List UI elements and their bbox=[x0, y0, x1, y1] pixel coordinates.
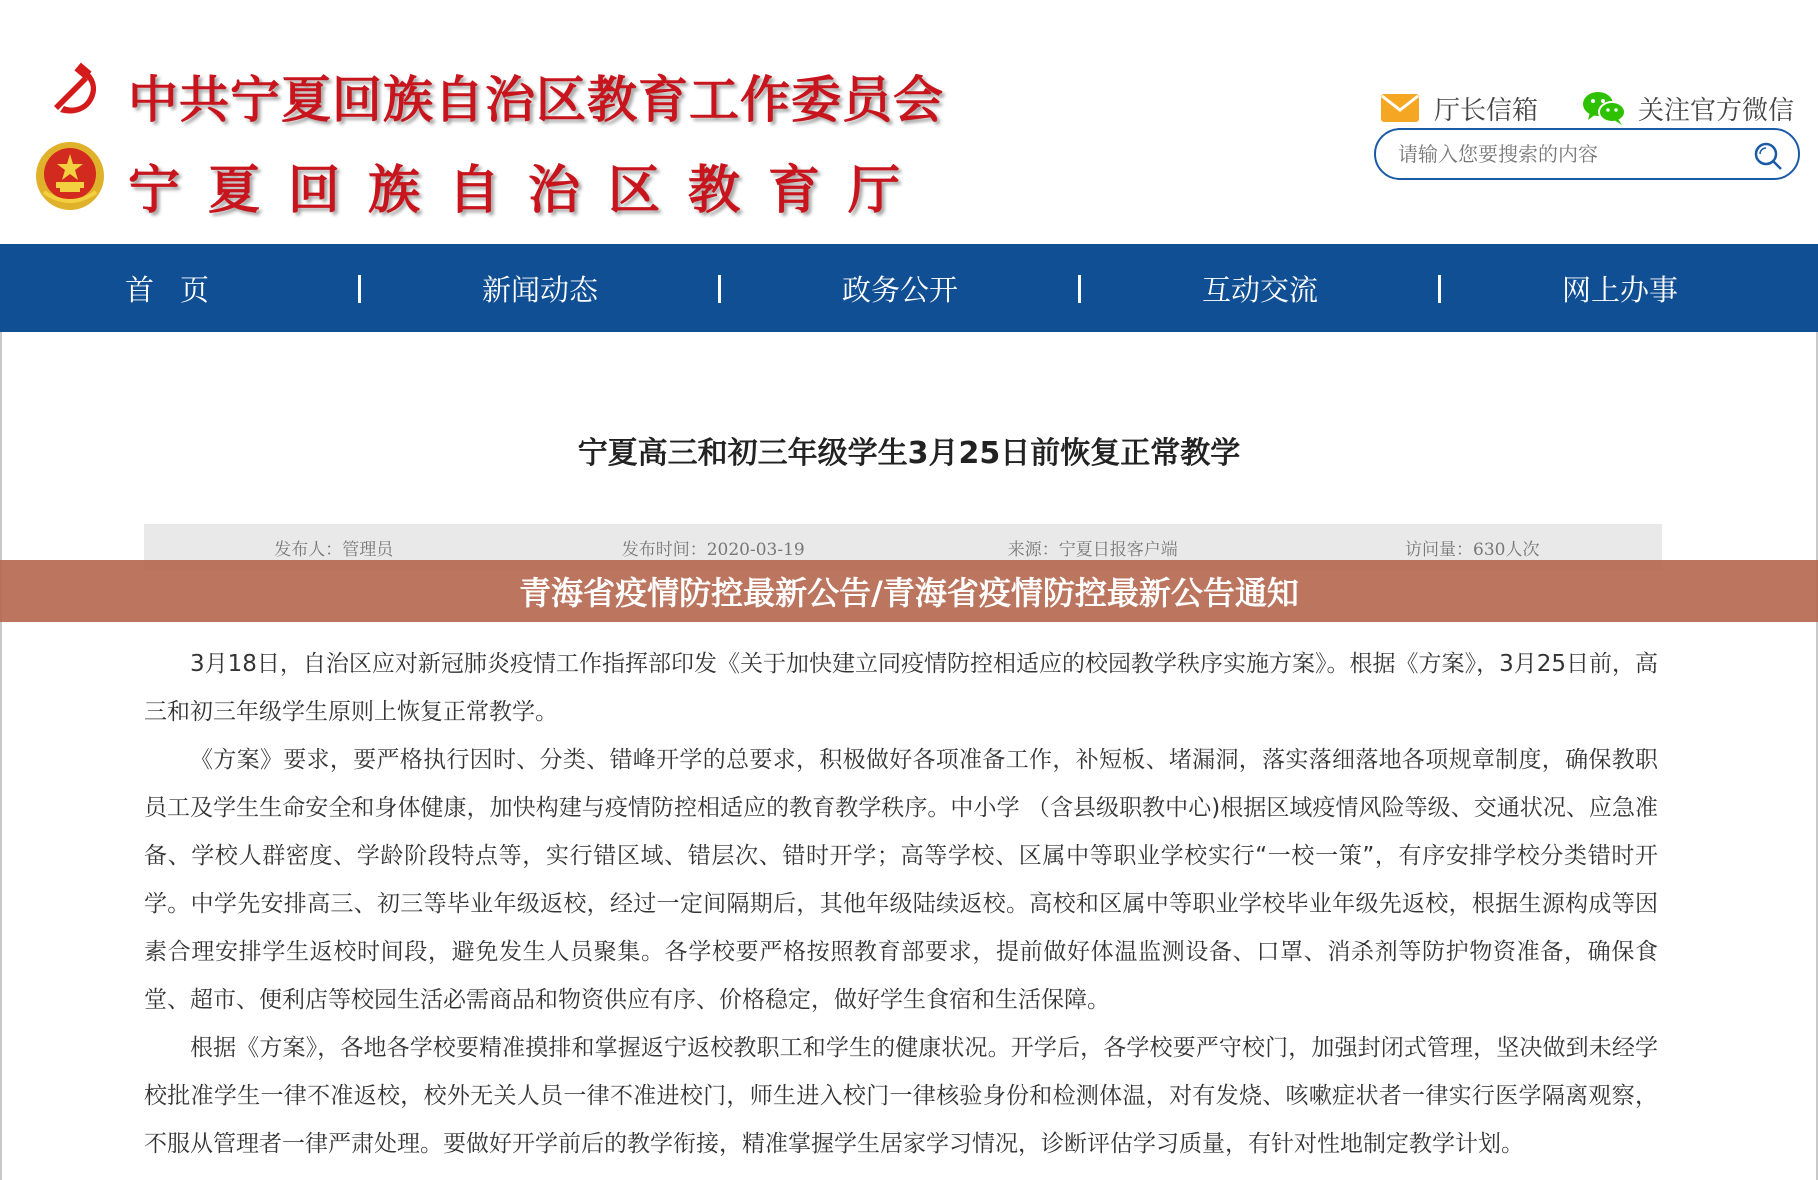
article-paragraph: 《方案》要求，要严格执行因时、分类、错峰开学的总要求，积极做好各项准备工作，补短板、堵漏洞，落实落细落地各项规章制度，确保教职员工及学生生命安全和身体健康，加快构建与疫情防控相适应的教育教学秩序。中小学 （含县级职教中心)根据区域疫情风险等级、交通状况、应急准备、学校人群密度、学龄阶段特点等，实行错区域、错层次、错时开学；高等学校、区属中等职业学校实行“一校一策”，有序安排学校分类错时开学。中学先安排高三、初三等毕业年级返校，经过一定间隔期后，其他年级陆续返校。高校和区属中等职业学校毕业年级先返校，根据生源构成等因素合理安排学生返校时间段，避免发生人员聚集。各学校要严格按照教育部要求，提前做好体温监测设备、口罩、消杀剂等防护物资准备，确保食堂、超市、便利店等校园生活必需商品和物资供应有序、价格稳定，做好学生食宿和生活保障。 bbox=[144, 747, 1658, 1013]
overlay-title-text: 青海省疫情防控最新公告/青海省疫情防控最新公告通知 bbox=[519, 574, 1299, 612]
article-paragraph: 根据《方案》，各地各学校要精准摸排和掌握返宁返校教职工和学生的健康状况。开学后，各学校要严守校门，加强封闭式管理，坚决做到未经学校批准学生一律不准返校，校外无关人员一律不准进校门，师生进入校门一律核验身份和检测体温，对有发烧、咳嗽症状者一律实行医学隔离观察，不服从管理者一律严肃处理。要做好开学前后的教学衔接，精准掌握学生居家学习情况，诊断评估学习质量，有针对性地制定教学计划。 bbox=[144, 1035, 1658, 1157]
nav-government-affairs-label: 政务公开 bbox=[841, 272, 958, 307]
director-mailbox-label: 厅长信箱 bbox=[1434, 95, 1539, 126]
site-header bbox=[0, 0, 1818, 244]
official-wechat-link[interactable] bbox=[1582, 90, 1794, 127]
search-box bbox=[1374, 128, 1800, 180]
nav-news[interactable] bbox=[360, 244, 720, 332]
nav-news-label: 新闻动态 bbox=[481, 272, 598, 307]
mail-icon bbox=[1380, 93, 1420, 123]
director-mailbox-link[interactable] bbox=[1380, 90, 1538, 127]
search-input[interactable] bbox=[1398, 138, 1728, 170]
site-title-sub: 宁夏回族自治区教育厅 bbox=[128, 161, 929, 221]
meta-source: 来源：宁夏日报客户端 bbox=[1007, 539, 1178, 560]
nav-online-services[interactable] bbox=[1440, 244, 1800, 332]
party-emblem-icon bbox=[36, 56, 106, 126]
main-nav bbox=[0, 244, 1818, 332]
nav-online-services-label: 网上办事 bbox=[1561, 272, 1678, 307]
overlay-title-banner bbox=[0, 560, 1818, 622]
article-title: 宁夏高三和初三年级学生3月25日前恢复正常教学 bbox=[577, 436, 1241, 471]
article-paragraph: 3月18日，自治区应对新冠肺炎疫情工作指挥部印发《关于加快建立同疫情防控相适应的校园教学秩序实施方案》。根据《方案》，3月25日前，高三和初三年级学生原则上恢复正常教学。 bbox=[144, 651, 1658, 725]
nav-interaction-label: 互动交流 bbox=[1201, 272, 1318, 307]
meta-view-count: 访问量：630人次 bbox=[1405, 539, 1540, 560]
quick-links bbox=[1380, 88, 1794, 128]
meta-publish-date: 发布时间：2020-03-19 bbox=[621, 539, 805, 560]
official-wechat-label: 关注官方微信 bbox=[1638, 95, 1795, 126]
nav-government-affairs[interactable] bbox=[720, 244, 1080, 332]
meta-author: 发布人：管理员 bbox=[274, 539, 394, 560]
nav-home[interactable] bbox=[0, 244, 360, 332]
site-title-main: 中共宁夏回族自治区教育工作委员会 bbox=[128, 71, 944, 129]
wechat-icon bbox=[1582, 90, 1626, 126]
nav-interaction[interactable] bbox=[1080, 244, 1440, 332]
article-body bbox=[144, 640, 1658, 1180]
search-icon[interactable] bbox=[1752, 140, 1784, 172]
national-emblem-icon bbox=[34, 140, 106, 212]
nav-home-label: 首页 bbox=[124, 272, 235, 307]
